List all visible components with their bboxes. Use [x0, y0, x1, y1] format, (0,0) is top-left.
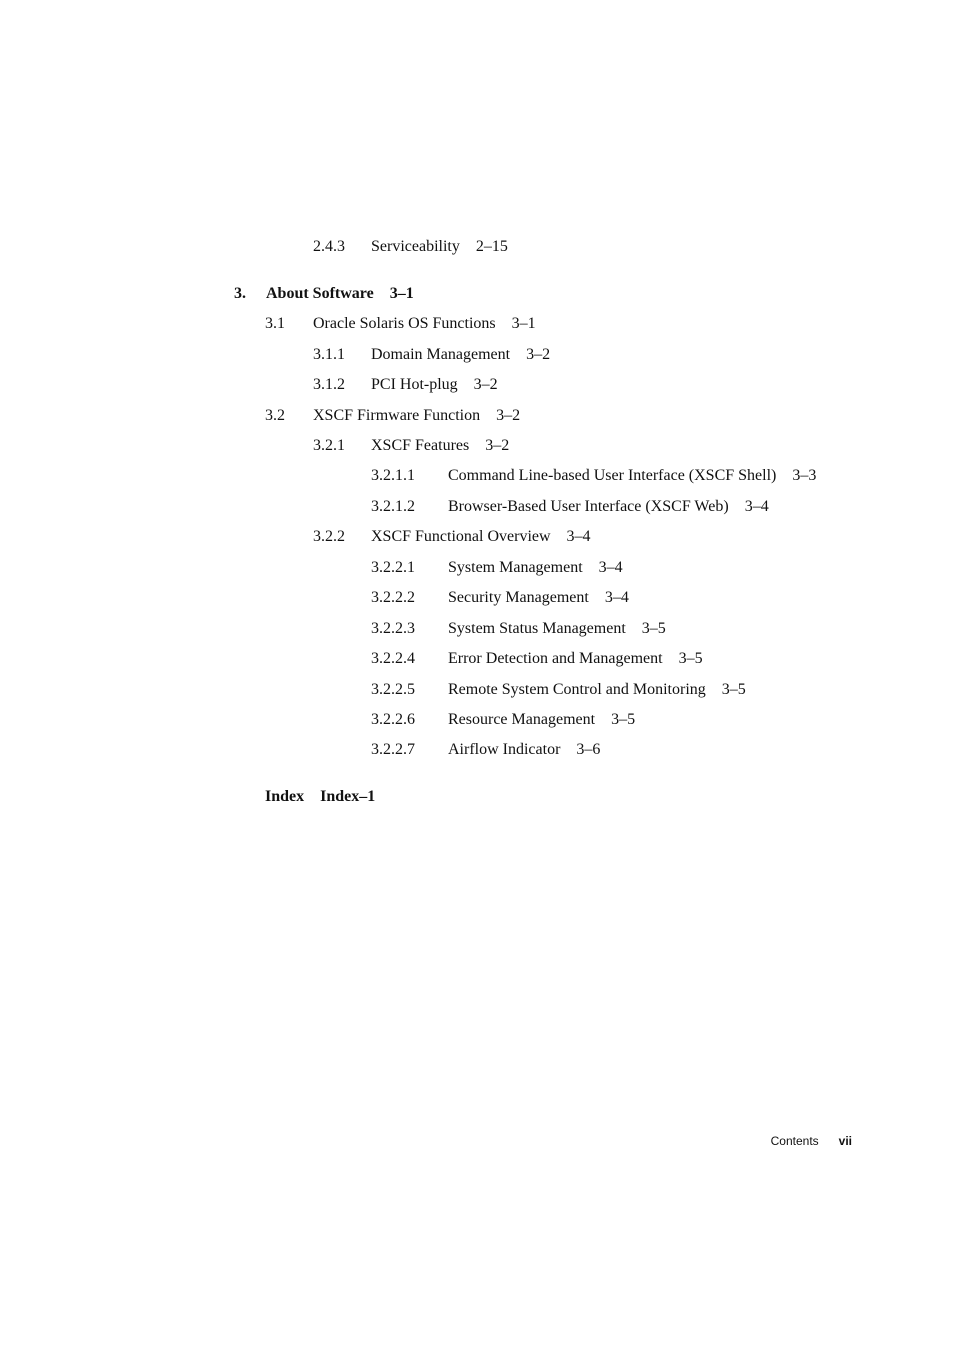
toc-entry-title: PCI Hot-plug 3–2 [371, 376, 498, 393]
toc-entry-number: 3.2.1.1 [371, 467, 415, 484]
toc-entry-page: 3–6 [576, 741, 601, 758]
toc-entry-number: 3.2.2.2 [371, 589, 415, 606]
toc-entry-title: XSCF Functional Overview 3–4 [371, 528, 591, 545]
toc-entry-title: Resource Management 3–5 [448, 711, 636, 728]
toc-entry-title: Remote System Control and Monitoring 3–5 [448, 681, 746, 698]
page-footer [771, 1133, 852, 1149]
toc-entry-title: Security Management 3–4 [448, 589, 629, 606]
toc-entry-page: 3–1 [511, 315, 536, 332]
toc-entry-page: 2–15 [475, 238, 508, 255]
toc-entry-page: 3–5 [721, 681, 746, 698]
toc-entry-page: 3–4 [598, 559, 623, 576]
toc-entry-title: Command Line-based User Interface (XSCF Shell) 3–3 [448, 467, 817, 484]
toc-entry-number: 3. [234, 285, 246, 302]
toc-entry-page: 3–4 [566, 528, 591, 545]
toc-entry-title: Oracle Solaris OS Functions 3–1 [313, 315, 536, 332]
toc-entry-title: About Software 3–1 [266, 285, 414, 302]
toc-entry-title: Browser-Based User Interface (XSCF Web) 3–4 [448, 498, 769, 515]
toc-entry-page: 3–5 [641, 620, 666, 637]
toc-entry-page: 3–2 [473, 376, 498, 393]
toc-entry-page: 3–5 [611, 711, 636, 728]
toc-entry-title: Domain Management 3–2 [371, 346, 551, 363]
toc-entry-page: 3–3 [792, 467, 817, 484]
footer-page-number: vii [838, 1134, 852, 1148]
toc-entry-number: 2.4.3 [313, 238, 345, 255]
toc-entry-page: 3–1 [389, 285, 414, 302]
toc-entry-title: Index Index–1 [265, 788, 376, 805]
toc-entry-number: 3.2.1.2 [371, 498, 415, 515]
toc-entry-number: 3.2.2.5 [371, 681, 415, 698]
toc-entry-page: Index–1 [320, 788, 376, 805]
toc-entry-page: 3–2 [496, 407, 521, 424]
toc-entry-index[interactable] [265, 787, 375, 807]
toc-entry-title: XSCF Firmware Function 3–2 [313, 407, 521, 424]
toc-entry-number: 3.2.2 [313, 528, 345, 545]
toc-entry-page: 3–5 [678, 650, 703, 667]
toc-entry-number: 3.1 [265, 315, 285, 332]
toc-entry-page: 3–2 [485, 437, 510, 454]
toc-entry-number: 3.2.2.1 [371, 559, 415, 576]
toc-entry-title: XSCF Features 3–2 [371, 437, 510, 454]
toc-entry-title: System Management 3–4 [448, 559, 623, 576]
toc-entry-number: 3.2.2.6 [371, 711, 415, 728]
footer-label: Contents [770, 1134, 819, 1148]
toc-entry-number: 3.1.1 [313, 346, 345, 363]
toc-entry-number: 3.2.2.3 [371, 620, 415, 637]
toc-entry-page: 3–2 [526, 346, 551, 363]
toc-entry-page: 3–4 [604, 589, 629, 606]
toc-entry-number: 3.2.1 [313, 437, 345, 454]
toc-entry-number: 3.2.2.7 [371, 741, 415, 758]
toc-entry-title: Airflow Indicator 3–6 [448, 741, 601, 758]
toc-entry-page: 3–4 [744, 498, 769, 515]
toc-entry-title: Error Detection and Management 3–5 [448, 650, 703, 667]
toc-entry-title: System Status Management 3–5 [448, 620, 666, 637]
toc-entry-number: 3.2.2.4 [371, 650, 415, 667]
toc-entry-title: Serviceability 2–15 [371, 238, 508, 255]
toc-entry-number: 3.1.2 [313, 376, 345, 393]
toc-entry-number: 3.2 [265, 407, 285, 424]
